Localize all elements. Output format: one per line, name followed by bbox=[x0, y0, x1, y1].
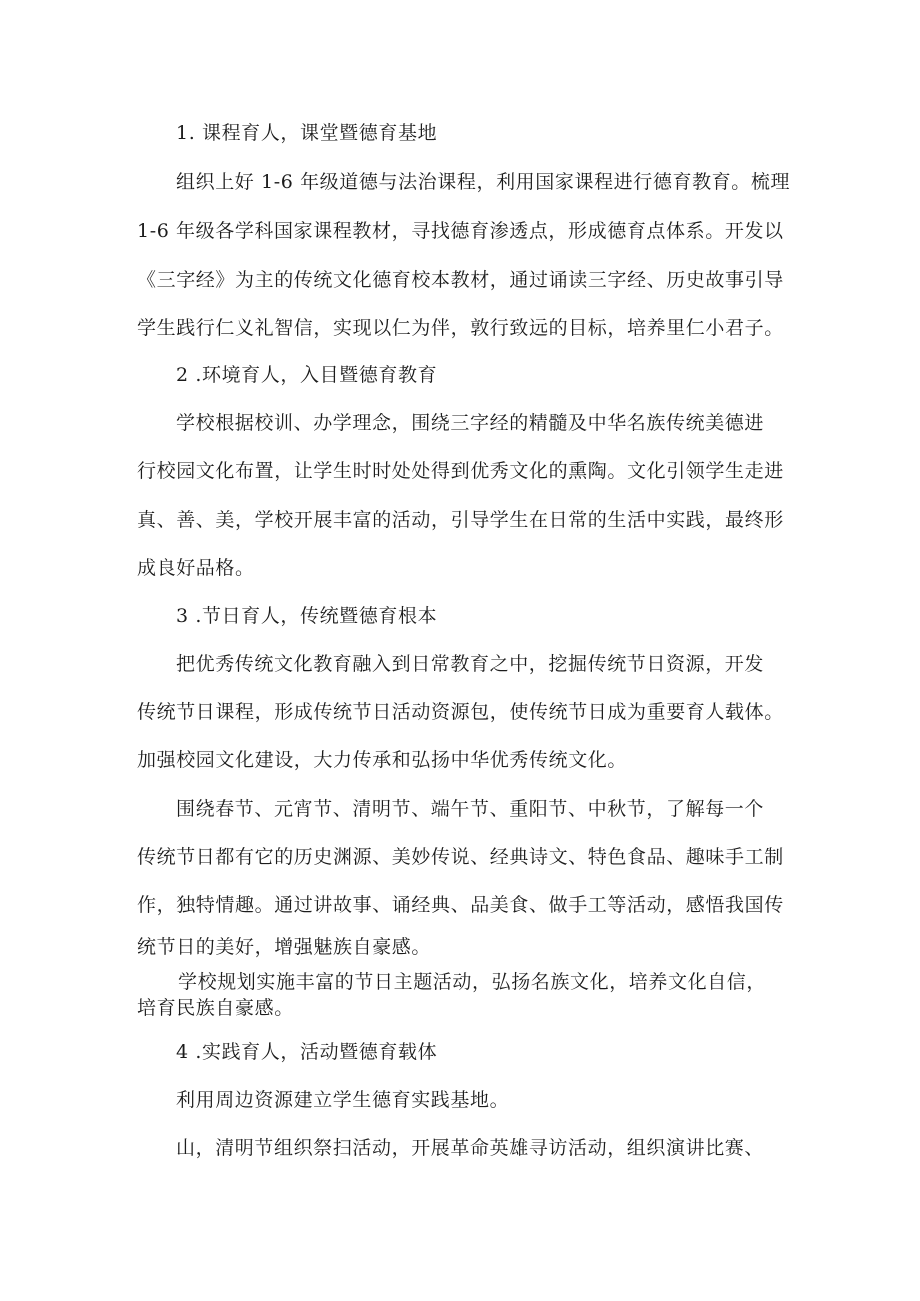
section-4-heading: 4 .实践育人，活动暨德育载体 bbox=[176, 1041, 438, 1063]
section-3-paragraph-2-line-4: 统节日的美好，增强魅族自豪感。 bbox=[137, 936, 432, 958]
section-3-paragraph-3-line-1: 学校规划实施丰富的节日主题活动，弘扬名族文化，培养文化自信， bbox=[178, 971, 767, 993]
section-3-paragraph-2-line-3: 作，独特情趣。通过讲故事、诵经典、品美食、做手工等活动，感悟我国传 bbox=[137, 894, 784, 916]
section-3-paragraph-2-line-1: 围绕春节、元宵节、清明节、端午节、重阳节、中秋节，了解每一个 bbox=[176, 798, 765, 820]
section-3-paragraph-1-line-3: 加强校园文化建设，大力传承和弘扬中华优秀传统文化。 bbox=[137, 749, 628, 771]
section-3-heading: 3 .节日育人，传统暨德育根本 bbox=[176, 605, 438, 627]
section-3-paragraph-1-line-1: 把优秀传统文化教育融入到日常教育之中，挖掘传统节日资源，开发 bbox=[176, 653, 765, 675]
section-1-paragraph-1-line-1: 组织上好 1-6 年级道德与法治课程，利用国家课程进行德育教育。梳理 bbox=[176, 171, 791, 193]
section-4-paragraph-2-line-1: 山，清明节组织祭扫活动，开展革命英雄寻访活动，组织演讲比赛、 bbox=[176, 1137, 765, 1159]
section-1-heading: 1. 课程育人，课堂暨德育基地 bbox=[176, 122, 438, 144]
section-2-paragraph-1-line-2: 行校园文化布置，让学生时时处处得到优秀文化的熏陶。文化引领学生走进 bbox=[137, 460, 784, 482]
section-1-paragraph-1-line-2: 1-6 年级各学科国家课程教材，寻找德育渗透点，形成德育点体系。开发以 bbox=[137, 220, 784, 242]
section-1-paragraph-1-line-4: 学生践行仁义礼智信，实现以仁为伴，敦行致远的目标，培养里仁小君子。 bbox=[137, 317, 784, 339]
section-2-paragraph-1-line-3: 真、善、美，学校开展丰富的活动，引导学生在日常的生活中实践，最终形 bbox=[137, 509, 784, 531]
section-2-paragraph-1-line-4: 成良好品格。 bbox=[137, 557, 255, 579]
section-1-paragraph-1-line-3: 《三字经》为主的传统文化德育校本教材，通过诵读三字经、历史故事引导 bbox=[137, 269, 784, 291]
section-3-paragraph-2-line-2: 传统节日都有它的历史渊源、美妙传说、经典诗文、特色食品、趣味手工制 bbox=[137, 846, 784, 868]
section-4-paragraph-1-line-1: 利用周边资源建立学生德育实践基地。 bbox=[176, 1089, 510, 1111]
section-2-paragraph-1-line-1: 学校根据校训、办学理念，围绕三字经的精髓及中华名族传统美德进 bbox=[176, 412, 765, 434]
section-3-paragraph-1-line-2: 传统节日课程，形成传统节日活动资源包，使传统节日成为重要育人载体。 bbox=[137, 701, 784, 723]
section-3-paragraph-3-line-2: 培育民族自豪感。 bbox=[137, 997, 294, 1019]
section-2-heading: 2 .环境育人，入目暨德育教育 bbox=[176, 364, 438, 386]
